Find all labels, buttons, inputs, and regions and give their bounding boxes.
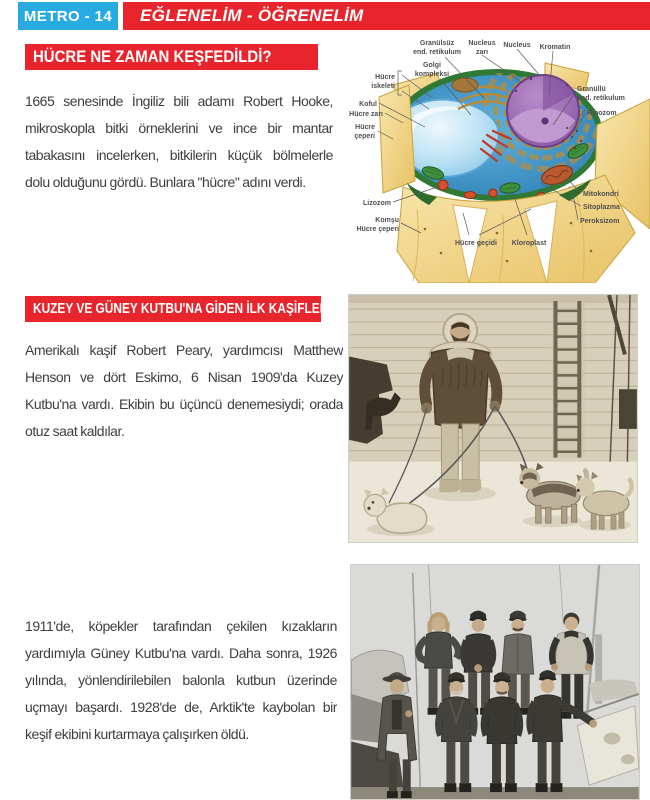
label-mitochondrion: Mitokondri bbox=[583, 191, 619, 198]
paragraph-amundsen bbox=[25, 613, 337, 748]
text-line: Amerikalı kaşif Robert Peary, yardımcısı Matthew bbox=[25, 342, 343, 358]
text-line: Kutbu'na vardı. Ekibin bu üçüncü denemesiydi; orada bbox=[25, 396, 343, 412]
label-cell-wall: Hücre bbox=[355, 124, 375, 131]
header-title-banner bbox=[123, 2, 650, 30]
label-nucleus: Nucleus bbox=[503, 42, 531, 49]
text-line: dolu olduğunu gördü. Bunlara "hücre" adını verdi. bbox=[25, 174, 306, 190]
text-line: 1911'de, köpekler tarafından çekilen kızakların bbox=[25, 618, 337, 634]
nucleus-shape bbox=[507, 75, 579, 147]
label-cytoplasm: Sitoplazma bbox=[583, 204, 620, 211]
text-line: keşif ekibini kurtarmaya çalışırken öldü. bbox=[25, 726, 249, 742]
golgi-stack bbox=[452, 78, 478, 92]
paragraph-peary bbox=[25, 337, 343, 445]
label-neighbor-wall: Hücre çeperi bbox=[356, 226, 399, 233]
photo-expedition-crew bbox=[350, 564, 640, 800]
header-title: EĞLENELİM - ÖĞRENELİM bbox=[140, 6, 364, 25]
label-smooth-er: Granülsüz bbox=[419, 40, 455, 47]
label-vacuole: Koful bbox=[359, 101, 377, 108]
label-nuclear-membrane: zarı bbox=[475, 49, 489, 56]
label-cytoskeleton: iskeleti bbox=[371, 83, 395, 90]
photo-peary-with-dogs bbox=[348, 294, 638, 543]
text-line: mikroskopla bitki örneklerini ve ince bir mantar bbox=[25, 120, 333, 136]
label-cell-wall: çeperi bbox=[354, 133, 375, 140]
label-cell-gate: Hücre geçidi bbox=[454, 240, 498, 247]
section-title-text: HÜCRE NE ZAMAN KEŞFEDİLDİ? bbox=[33, 47, 272, 66]
label-chromatin: Kromatin bbox=[539, 44, 571, 51]
text-line: 1665 senesinde İngiliz bili adamı Robert Hooke, bbox=[25, 93, 333, 109]
label-neighbor-wall: Komşu bbox=[375, 217, 399, 224]
paragraph-cell bbox=[25, 88, 333, 196]
label-golgi: kompleksi bbox=[414, 71, 450, 78]
label-golgi: Golgi bbox=[423, 62, 441, 69]
label-cell-membrane: Hücre zarı bbox=[349, 111, 383, 118]
label-nuclear-membrane: Nucleus bbox=[468, 40, 496, 47]
label-rough-er: end. retikulum bbox=[577, 95, 625, 102]
text-line: uçmayı başardı. 1928'de de, Arktik'te kaybolan bir bbox=[25, 699, 337, 715]
ladder bbox=[552, 301, 586, 458]
label-rough-er: Granüllü bbox=[577, 86, 606, 93]
plant-cell-diagram bbox=[345, 33, 650, 283]
section-title-explorers bbox=[25, 296, 329, 322]
label-cytoskeleton: Hücre bbox=[375, 74, 395, 81]
label-chloroplast: Kloroplast bbox=[511, 240, 547, 247]
section-title-cell bbox=[25, 44, 318, 70]
label-smooth-er: end. retikulum bbox=[413, 49, 461, 56]
label-lysosome: Lizozom bbox=[363, 200, 391, 207]
section-title-text: KUZEY VE GÜNEY KUTBU'NA GİDEN İLK KAŞİFLER bbox=[33, 301, 329, 317]
label-peroxisome: Peroksizom bbox=[580, 218, 620, 225]
text-line: otuz saat kaldılar. bbox=[25, 423, 125, 439]
text-line: tabakasını incelerken, bitkilerin küçük bölmelerle bbox=[25, 147, 333, 163]
text-line: Henson ve dört Eskimo, 6 Nisan 1909'da Kuzey bbox=[25, 369, 343, 385]
text-line: yardımıyla Güney Kutbu'na vardı. Daha sonra, 1926 bbox=[25, 645, 337, 661]
label-ribosome: Ribozom bbox=[587, 110, 617, 117]
header-badge: METRO - 14 bbox=[18, 2, 118, 30]
text-line: yılında, yönlendirilebilen balonla kutbun üzerinde bbox=[25, 672, 337, 688]
